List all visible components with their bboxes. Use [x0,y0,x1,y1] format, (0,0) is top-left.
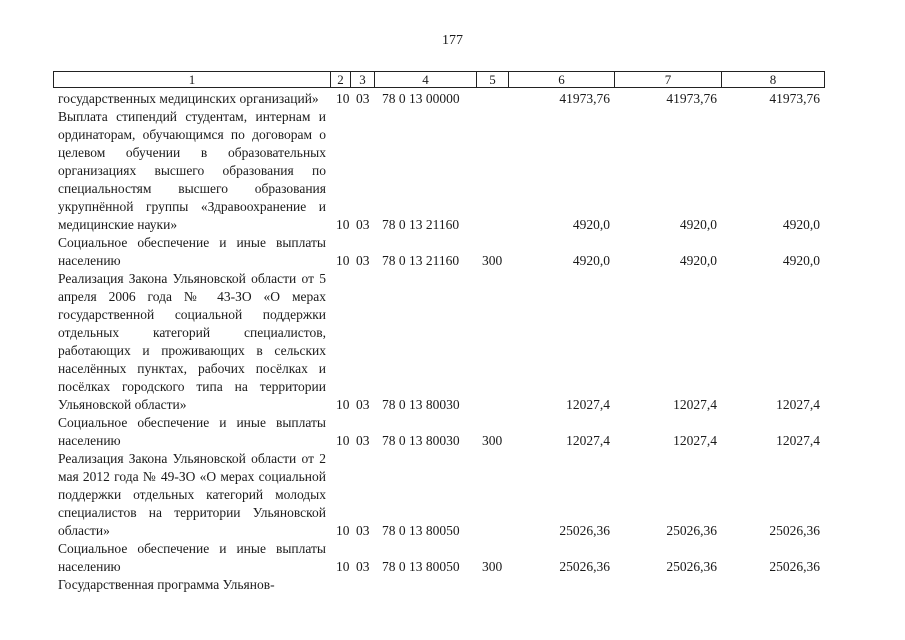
table-row [53,414,824,450]
row-name-cell: Социальное обеспечение и иные выплаты населению [58,541,326,574]
amount-col8-cell: 41973,76 [769,91,820,106]
table-row [53,234,824,270]
expense-type-cell: 300 [482,559,503,574]
amount-col8-cell: 25026,36 [769,559,820,574]
amount-col7-cell: 25026,36 [666,523,717,538]
header-cell: 3 [351,72,375,88]
subsection-code-cell: 03 [356,91,370,106]
row-name-cell: Социальное обеспечение и иные выплаты населению [58,415,326,448]
amount-col7-cell: 12027,4 [673,397,717,412]
header-row [54,72,825,88]
amount-col8-cell: 12027,4 [776,433,820,448]
target-article-cell: 78 0 13 00000 [382,91,460,106]
section-code-cell: 10 [336,523,350,538]
row-name-cell: Выплата стипендий студентам, интернам и ординаторам, обучающимся по договорам о целевом обучении в образовательных организациях высшего образования по специальностям высшего образования укрупнённой группы «Здравоохранение и медицинские науки» [58,109,326,232]
table-row [53,270,824,414]
amount-col7-cell: 25026,36 [666,559,717,574]
header-cell: 5 [477,72,509,88]
amount-col6-cell: 12027,4 [566,397,610,412]
subsection-code-cell: 03 [356,397,370,412]
amount-col6-cell [508,576,614,594]
table-row [53,108,824,234]
expense-type-cell: 300 [482,433,503,448]
amount-col7-cell: 4920,0 [679,217,717,232]
header-cell: 7 [615,72,722,88]
section-code-cell: 10 [336,433,350,448]
target-article-cell [374,576,476,594]
target-article-cell: 78 0 13 80050 [382,559,460,574]
expense-type-cell [476,450,508,540]
header-cell: 4 [375,72,477,88]
amount-col8-cell: 25026,36 [769,523,820,538]
table-row [53,450,824,540]
amount-col7-cell: 4920,0 [679,253,717,268]
expense-type-cell [476,108,508,234]
budget-table [53,90,824,594]
expense-type-cell [476,270,508,414]
target-article-cell: 78 0 13 80050 [382,523,460,538]
table-row [53,576,824,594]
subsection-code-cell: 03 [356,253,370,268]
expense-type-cell: 300 [482,253,503,268]
amount-col8-cell: 4920,0 [782,253,820,268]
expense-type-cell [476,90,508,108]
expense-type-cell [476,576,508,594]
section-code-cell: 10 [336,217,350,232]
amount-col6-cell: 4920,0 [572,253,610,268]
header-cell: 2 [331,72,351,88]
amount-col6-cell: 25026,36 [559,523,610,538]
column-number-header [53,71,825,88]
header-cell: 8 [722,72,825,88]
target-article-cell: 78 0 13 80030 [382,397,460,412]
row-name-cell: Государственная программа Ульянов- [58,577,275,592]
target-article-cell: 78 0 13 80030 [382,433,460,448]
amount-col6-cell: 41973,76 [559,91,610,106]
section-code-cell: 10 [336,559,350,574]
row-name-cell: Социальное обеспечение и иные выплаты населению [58,235,326,268]
row-name-cell: Реализация Закона Ульяновской области от 5 апреля 2006 года № 43-ЗО «О мерах государственной социальной поддержки отдельных категорий специалистов, работающих и проживающих в сельских населённых пунктах, рабочих посёлках и посёлках городского типа на территории Ульяновской области» [58,271,326,412]
amount-col6-cell: 4920,0 [572,217,610,232]
section-code-cell: 10 [336,253,350,268]
amount-col7-cell: 12027,4 [673,433,717,448]
section-code-cell [330,576,350,594]
target-article-cell: 78 0 13 21160 [382,253,460,268]
amount-col6-cell: 12027,4 [566,433,610,448]
amount-col7-cell: 41973,76 [666,91,717,106]
table-row [53,540,824,576]
subsection-code-cell: 03 [356,217,370,232]
amount-col7-cell [614,576,721,594]
section-code-cell: 10 [336,397,350,412]
target-article-cell: 78 0 13 21160 [382,217,460,232]
amount-col6-cell: 25026,36 [559,559,610,574]
row-name-cell: государственных медицинских организаций» [58,91,319,106]
header-cell: 1 [54,72,331,88]
subsection-code-cell [350,576,374,594]
amount-col8-cell [721,576,824,594]
subsection-code-cell: 03 [356,523,370,538]
header-cell: 6 [509,72,615,88]
amount-col8-cell: 4920,0 [782,217,820,232]
amount-col8-cell: 12027,4 [776,397,820,412]
row-name-cell: Реализация Закона Ульяновской области от 2 мая 2012 года № 49-ЗО «О мерах социальной поддержки отдельных категорий молодых специалистов на территории Ульяновской области» [58,451,326,538]
page-number: 177 [442,33,463,48]
section-code-cell: 10 [336,91,350,106]
subsection-code-cell: 03 [356,433,370,448]
subsection-code-cell: 03 [356,559,370,574]
budget-table-body [53,90,824,594]
table-row [53,90,824,108]
